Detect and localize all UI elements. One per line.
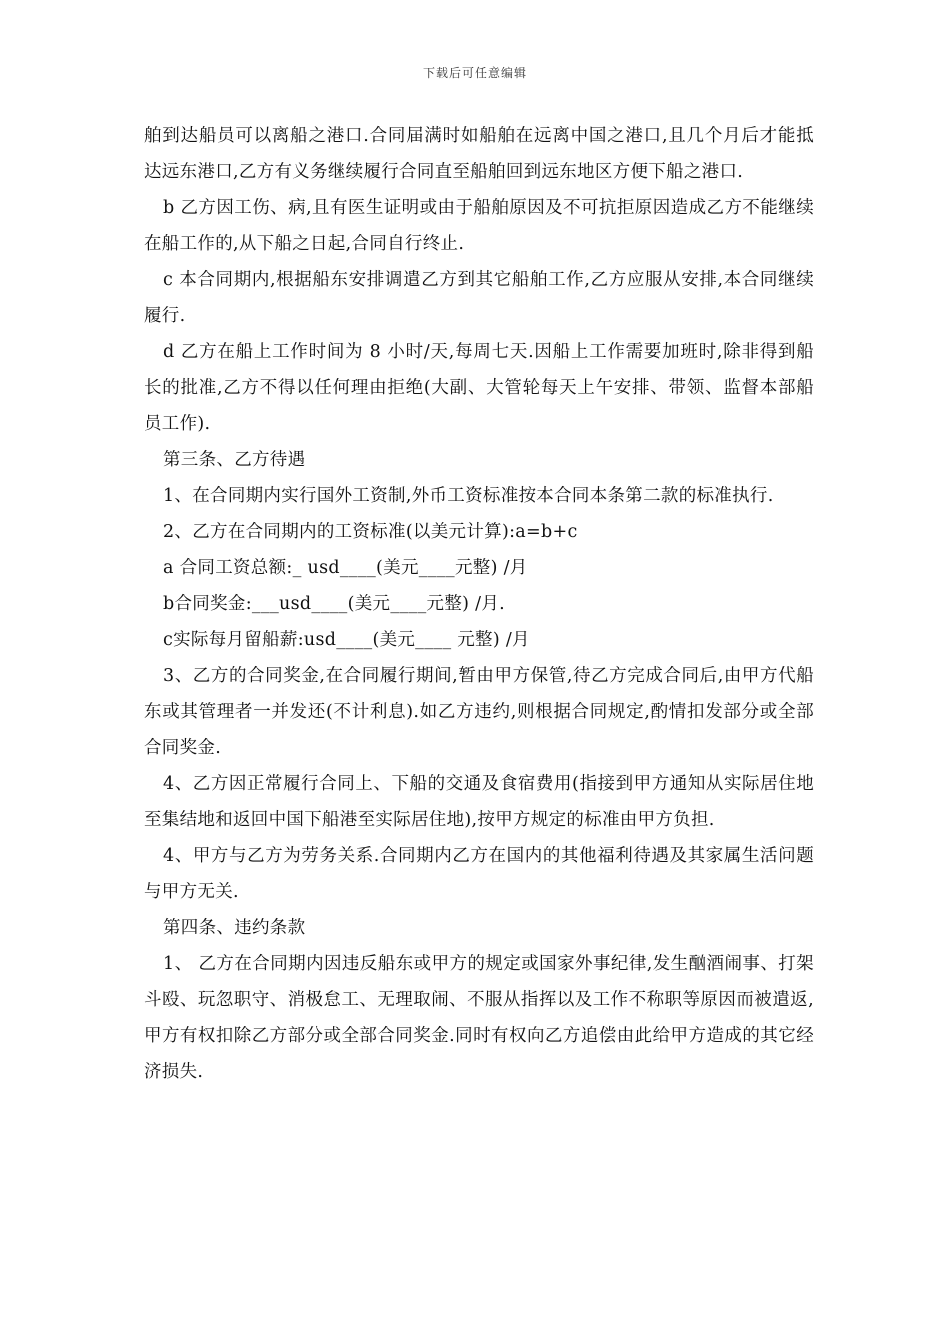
wage-line-b: b合同奖金:___usd____(美元____元整) /月. [163,594,505,614]
paragraph-continuation: 舶到达船员可以离船之港口.合同届满时如船舶在远离中国之港口,且几个月后才能抵达远东港口,乙方有义务继续履行合同直至船舶回到远东地区方便下船之港口. [144,126,814,182]
clause-item-b: b 乙方因工伤、病,且有医生证明或由于船舶原因及不可抗拒原因造成乙方不能继续在船工作的,从下船之日起,合同自行终止. [144,198,814,254]
clause-4-1: 1、 乙方在合同期内因违反船东或甲方的规定或国家外事纪律,发生酗酒闹事、打架斗殴、玩忽职守、消极怠工、无理取闹、不服从指挥以及工作不称职等原因而被遣返,甲方有权扣除乙方部分或全部合同奖金.同时有权向乙方追偿由此给甲方造成的其它经济损失. [144,954,814,1082]
document-body [144,118,814,1090]
section-heading-article-3: 第三条、乙方待遇 [163,450,306,470]
wage-line-c: c实际每月留船薪:usd____(美元____ 元整) /月 [163,630,530,650]
clause-3-2: 2、乙方在合同期内的工资标准(以美元计算):a=b+c [163,522,578,542]
clause-item-c: c 本合同期内,根据船东安排调遣乙方到其它船舶工作,乙方应服从安排,本合同继续履行. [144,270,814,326]
page-header: 下载后可任意编辑 [422,66,527,80]
clause-3-3: 3、乙方的合同奖金,在合同履行期间,暂由甲方保管,待乙方完成合同后,由甲方代船东或其管理者一并发还(不计利息).如乙方违约,则根据合同规定,酌情扣发部分或全部合同奖金. [144,666,814,758]
clause-3-4b: 4、甲方与乙方为劳务关系.合同期内乙方在国内的其他福利待遇及其家属生活问题与甲方无关. [144,846,814,902]
clause-3-4: 4、乙方因正常履行合同上、下船的交通及食宿费用(指接到甲方通知从实际居住地至集结地和返回中国下船港至实际居住地),按甲方规定的标准由甲方负担. [144,774,814,830]
section-heading-article-4: 第四条、违约条款 [163,918,306,938]
wage-line-a: a 合同工资总额:_ usd____(美元____元整) /月 [163,558,528,578]
clause-3-1: 1、在合同期内实行国外工资制,外币工资标准按本合同本条第二款的标准执行. [163,486,774,506]
clause-item-d: d 乙方在船上工作时间为 8 小时/天,每周七天.因船上工作需要加班时,除非得到船长的批准,乙方不得以任何理由拒绝(大副、大管轮每天上午安排、带领、监督本部船员工作). [144,342,814,434]
